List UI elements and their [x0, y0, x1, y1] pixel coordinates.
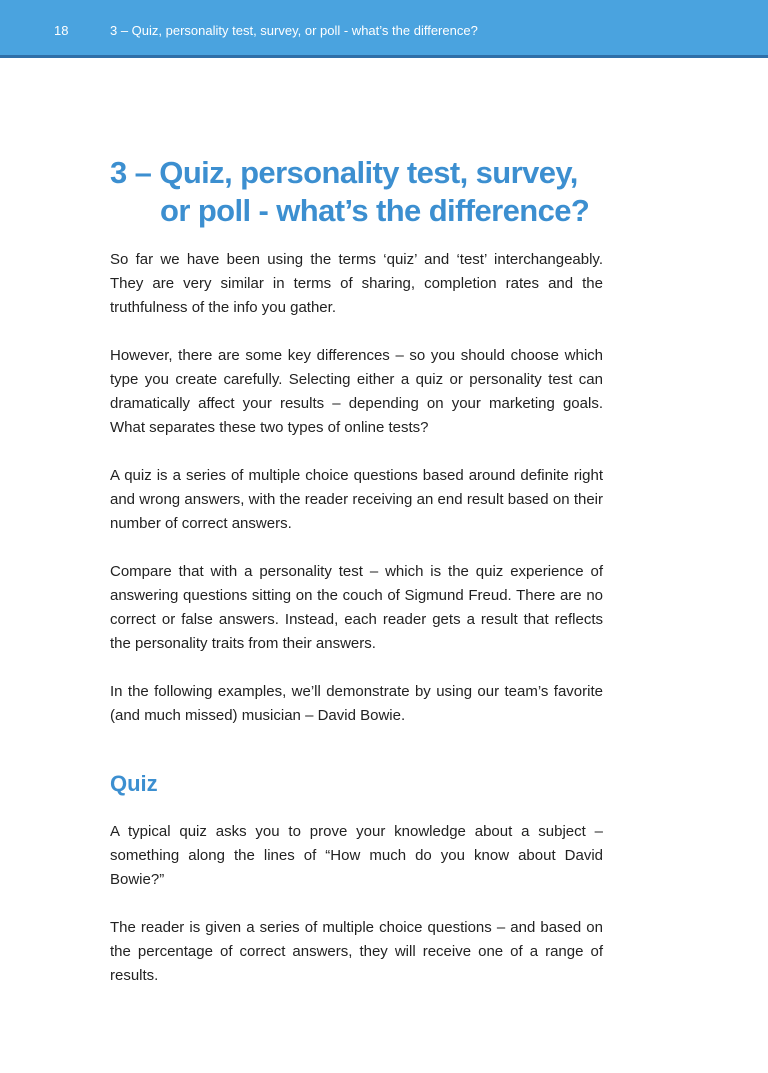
intro-paragraph: In the following examples, we’ll demonstrate by using our team’s favorite (and much missed) musician – David Bowie. [110, 683, 603, 724]
intro-paragraph: However, there are some key differences – so you should choose which type you create carefully. Selecting either a quiz or personality test can dramatically affect your results – depending on your marketing goals. What separates these two types of online tests? [110, 347, 603, 436]
running-title: 3 – Quiz, personality test, survey, or poll - what’s the difference? [110, 23, 478, 38]
intro-paragraph: A quiz is a series of multiple choice questions based around definite right and wrong answers, with the reader receiving an end result based on their number of correct answers. [110, 467, 603, 532]
intro-paragraph: Compare that with a personality test – which is the quiz experience of answering questions sitting on the couch of Sigmund Freud. There are no correct or false answers. Instead, each reader gets a result that reflects the personality traits from their answers. [110, 563, 603, 652]
quiz-paragraph: The reader is given a series of multiple choice questions – and based on the percentage of correct answers, they will receive one of a range of results. [110, 919, 603, 984]
page-content [110, 154, 603, 988]
page-number: 18 [54, 23, 69, 38]
intro-paragraph: So far we have been using the terms ‘quiz’ and ‘test’ interchangeably. They are very similar in terms of sharing, completion rates and the truthfulness of the info you gather. [110, 251, 603, 316]
section-heading-quiz: Quiz [110, 771, 158, 796]
chapter-title-line-1: 3 – Quiz, personality test, survey, [110, 155, 578, 190]
quiz-paragraph: A typical quiz asks you to prove your knowledge about a subject – something along the lines of “How much do you know about David Bowie?” [110, 823, 603, 888]
chapter-title [110, 154, 603, 230]
header-bar [0, 0, 768, 58]
chapter-title-line-2: or poll - what’s the difference? [160, 193, 590, 228]
